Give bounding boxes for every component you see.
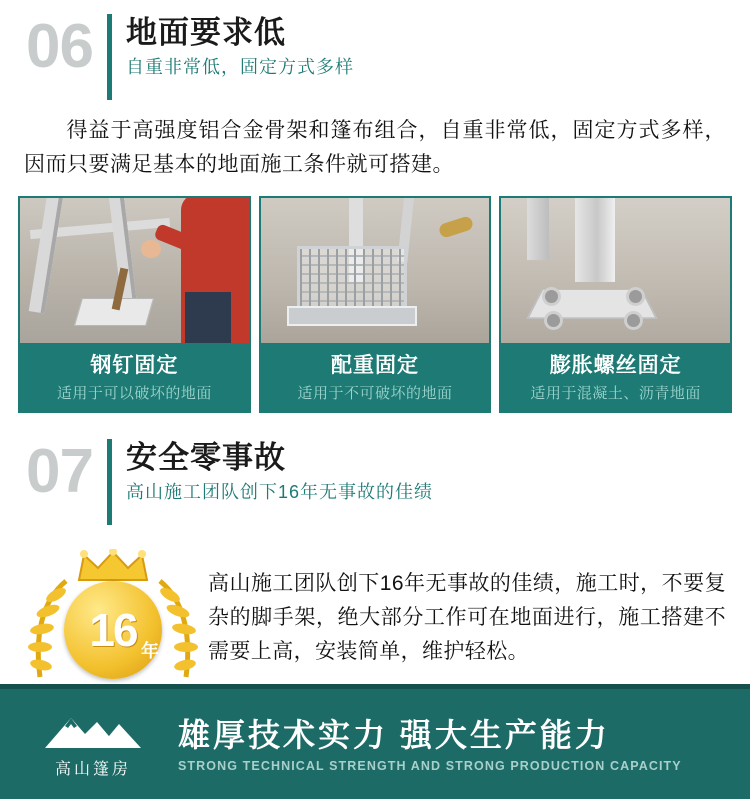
footer-subline: STRONG TECHNICAL STRENGTH AND STRONG PRODUCTION CAPACITY — [178, 759, 682, 773]
crown-icon — [76, 549, 150, 583]
crown-laurel-badge — [24, 543, 202, 693]
section-07-number: 07 — [26, 437, 93, 506]
years-circle — [64, 581, 162, 679]
section-07-title: 安全零事故 — [125, 440, 286, 475]
worker-leg — [185, 292, 231, 343]
worker-hand — [141, 240, 161, 258]
post-secondary — [527, 198, 549, 260]
anchor-bolt-plate-photo — [501, 198, 730, 343]
years-unit: 年 — [141, 641, 159, 661]
section-06-subtitle: 自重非常低，固定方式多样 — [125, 57, 354, 77]
section-07-subtitle: 高山施工团队创下16年无事故的佳绩 — [125, 482, 433, 502]
card-steel-nail — [18, 196, 251, 413]
cage-base — [287, 306, 417, 326]
card-title: 钢钉固定 — [90, 354, 179, 377]
card-ballast — [259, 196, 492, 413]
brand-logo — [18, 710, 168, 779]
wire-cage — [297, 246, 407, 314]
footer-headline: 雄厚技术实力 强大生产能力 — [178, 717, 610, 753]
section-06-title: 地面要求低 — [125, 15, 286, 50]
aluminium-post — [575, 198, 615, 282]
card-desc: 适用于不可破坏的地面 — [297, 385, 453, 402]
years-number: 16 — [89, 604, 137, 656]
ground-fixing-card-list — [18, 196, 732, 413]
card-title: 配重固定 — [331, 354, 419, 377]
section-06-paragraph-text: 得益于高强度铝合金骨架和篷布组合，自重非常低，固定方式多样，因而只要满足基本的地面施工条件就可搭建。 — [24, 119, 726, 176]
mountain-icon — [41, 710, 145, 752]
bolt-icon — [547, 314, 560, 327]
section-07-divider — [107, 439, 112, 525]
footer-text — [168, 715, 750, 773]
card-expansion-bolt — [499, 196, 732, 413]
scaffold-foot-worker-photo — [20, 198, 249, 343]
brand-name: 高山篷房 — [54, 760, 131, 778]
section-06-divider — [107, 14, 112, 100]
card-desc: 适用于混凝土、沥青地面 — [530, 385, 701, 402]
card-desc: 适用于可以破坏的地面 — [56, 385, 212, 402]
worker-figure — [181, 198, 249, 343]
section-06-number: 06 — [26, 12, 93, 81]
section-06-header — [0, 14, 750, 100]
ballast-cage-photo — [261, 198, 490, 343]
bolt-icon — [627, 314, 640, 327]
section-07-paragraph: 高山施工团队创下16年无事故的佳绩，施工时，不要复杂的脚手架，绝大部分工作可在地面进行，施工搭建不需要上高，安装简单，维护轻松。 — [208, 572, 726, 663]
section-06-paragraph — [24, 114, 726, 182]
page-root — [0, 14, 750, 799]
ground-object — [438, 215, 475, 239]
footer-banner — [0, 689, 750, 799]
card-title: 膨胀螺丝固定 — [549, 354, 682, 377]
section-07-content — [24, 543, 726, 693]
section-07-heading-text — [126, 439, 433, 507]
section-07-header — [0, 439, 750, 525]
scaffold-leg-left — [29, 198, 64, 314]
section-06-heading-text — [126, 14, 354, 82]
